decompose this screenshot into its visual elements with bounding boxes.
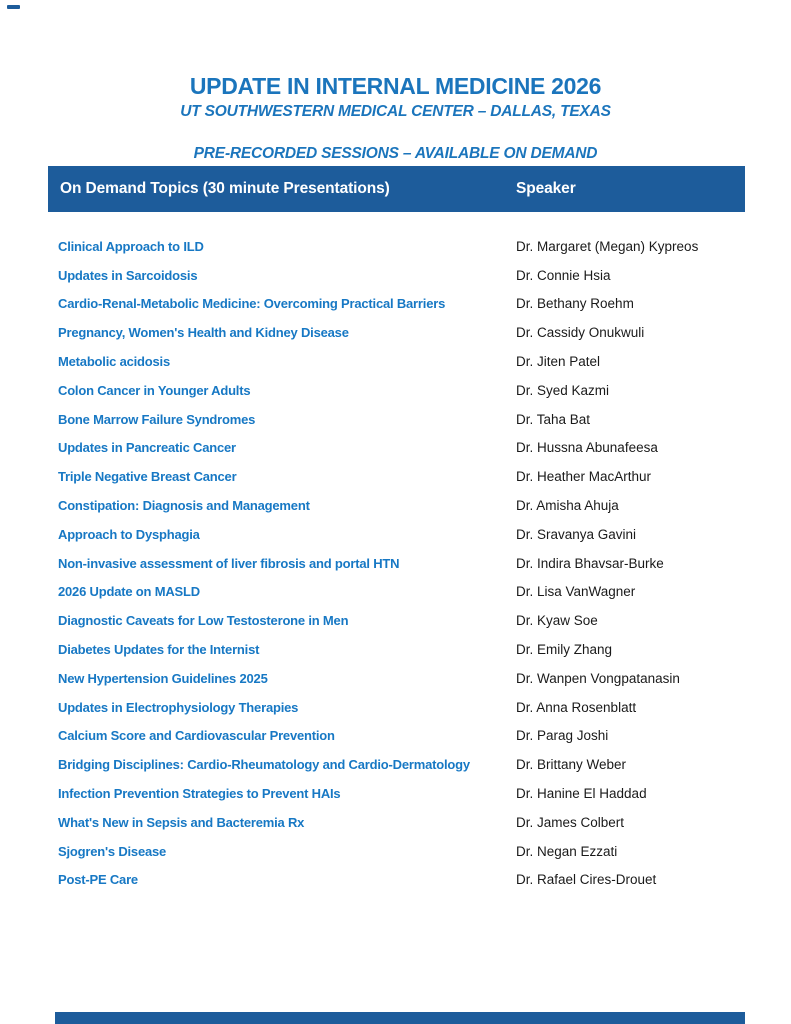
speaker-name: Dr. Rafael Cires-Drouet [516, 872, 657, 888]
topic-link[interactable]: Diabetes Updates for the Internist [58, 642, 260, 658]
table-row [0, 405, 791, 434]
table-row [0, 347, 791, 376]
topic-link[interactable]: Approach to Dysphagia [58, 526, 200, 542]
table-row [0, 837, 791, 866]
table-row [0, 693, 791, 722]
topic-link[interactable]: Bone Marrow Failure Syndromes [58, 411, 256, 427]
topic-link[interactable]: Updates in Pancreatic Cancer [58, 440, 236, 456]
speaker-name: Dr. Syed Kazmi [516, 382, 610, 398]
speaker-name: Dr. Cassidy Onukwuli [516, 325, 645, 341]
speaker-name: Dr. Jiten Patel [516, 354, 601, 370]
speaker-name: Dr. Parag Joshi [516, 728, 609, 744]
column-header-topics: On Demand Topics (30 minute Presentations) [60, 180, 390, 197]
table-row [0, 578, 791, 607]
topic-link[interactable]: Pregnancy, Women's Health and Kidney Disease [58, 325, 349, 341]
table-row [0, 520, 791, 549]
speaker-name: Dr. Connie Hsia [516, 267, 611, 283]
topic-link[interactable]: Colon Cancer in Younger Adults [58, 382, 251, 398]
table-row [0, 779, 791, 808]
speaker-name: Dr. Lisa VanWagner [516, 584, 636, 600]
document-header [0, 74, 791, 163]
speaker-name: Dr. Bethany Roehm [516, 296, 634, 312]
speaker-name: Dr. Negan Ezzati [516, 843, 618, 859]
topic-link[interactable]: What's New in Sepsis and Bacteremia Rx [58, 814, 305, 830]
speaker-name: Dr. Indira Bhavsar-Burke [516, 555, 664, 571]
table-row [0, 606, 791, 635]
table-row [0, 664, 791, 693]
table-row [0, 434, 791, 463]
topic-link[interactable]: Triple Negative Breast Cancer [58, 469, 237, 485]
speaker-name: Dr. Kyaw Soe [516, 613, 598, 629]
next-page-table-header-partial [55, 1012, 745, 1024]
page-subtitle: UT SOUTHWESTERN MEDICAL CENTER – DALLAS, TEXAS [180, 103, 611, 121]
page-title: UPDATE IN INTERNAL MEDICINE 2026 [189, 73, 602, 99]
topic-link[interactable]: Metabolic acidosis [58, 354, 170, 370]
topic-link[interactable]: Updates in Sarcoidosis [58, 267, 198, 283]
speaker-name: Dr. Hanine El Haddad [516, 786, 647, 802]
topic-link[interactable]: New Hypertension Guidelines 2025 [58, 670, 268, 686]
table-row [0, 750, 791, 779]
topic-link[interactable]: Constipation: Diagnosis and Management [58, 498, 310, 514]
speaker-name: Dr. Emily Zhang [516, 642, 613, 658]
table-row [0, 261, 791, 290]
table-header-bar [48, 166, 745, 212]
table-row [0, 866, 791, 895]
page-edge-mark [7, 5, 20, 9]
topic-link[interactable]: Bridging Disciplines: Cardio-Rheumatology and Cardio-Dermatology [58, 757, 470, 773]
topic-link[interactable]: Sjogren's Disease [58, 843, 167, 859]
speaker-name: Dr. Brittany Weber [516, 757, 627, 773]
speaker-name: Dr. Taha Bat [516, 411, 591, 427]
topic-link[interactable]: Cardio-Renal-Metabolic Medicine: Overcoming Practical Barriers [58, 296, 446, 312]
table-row [0, 722, 791, 751]
topic-link[interactable]: Clinical Approach to ILD [58, 238, 204, 254]
topic-link[interactable]: Non-invasive assessment of liver fibrosis and portal HTN [58, 555, 400, 571]
topic-link[interactable]: Calcium Score and Cardiovascular Prevention [58, 728, 335, 744]
speaker-name: Dr. Margaret (Megan) Kypreos [516, 238, 699, 254]
speaker-name: Dr. Sravanya Gavini [516, 526, 637, 542]
table-row [0, 376, 791, 405]
table-row [0, 491, 791, 520]
table-row [0, 462, 791, 491]
table-row [0, 232, 791, 261]
table-row [0, 290, 791, 319]
topic-link[interactable]: 2026 Update on MASLD [58, 584, 200, 600]
table-row [0, 635, 791, 664]
column-header-speaker: Speaker [516, 180, 576, 197]
speaker-name: Dr. Hussna Abunafeesa [516, 440, 658, 456]
speaker-name: Dr. Heather MacArthur [516, 469, 652, 485]
session-note: PRE-RECORDED SESSIONS – AVAILABLE ON DEMAND [193, 145, 598, 163]
table-row [0, 808, 791, 837]
topic-link[interactable]: Updates in Electrophysiology Therapies [58, 699, 299, 715]
speaker-name: Dr. James Colbert [516, 814, 625, 830]
speaker-name: Dr. Amisha Ahuja [516, 498, 619, 514]
table-row [0, 318, 791, 347]
session-table-body [0, 232, 791, 894]
topic-link[interactable]: Infection Prevention Strategies to Prevent HAIs [58, 786, 341, 802]
topic-link[interactable]: Diagnostic Caveats for Low Testosterone in Men [58, 613, 349, 629]
table-row [0, 549, 791, 578]
speaker-name: Dr. Wanpen Vongpatanasin [516, 670, 680, 686]
speaker-name: Dr. Anna Rosenblatt [516, 699, 637, 715]
topic-link[interactable]: Post-PE Care [58, 872, 138, 888]
